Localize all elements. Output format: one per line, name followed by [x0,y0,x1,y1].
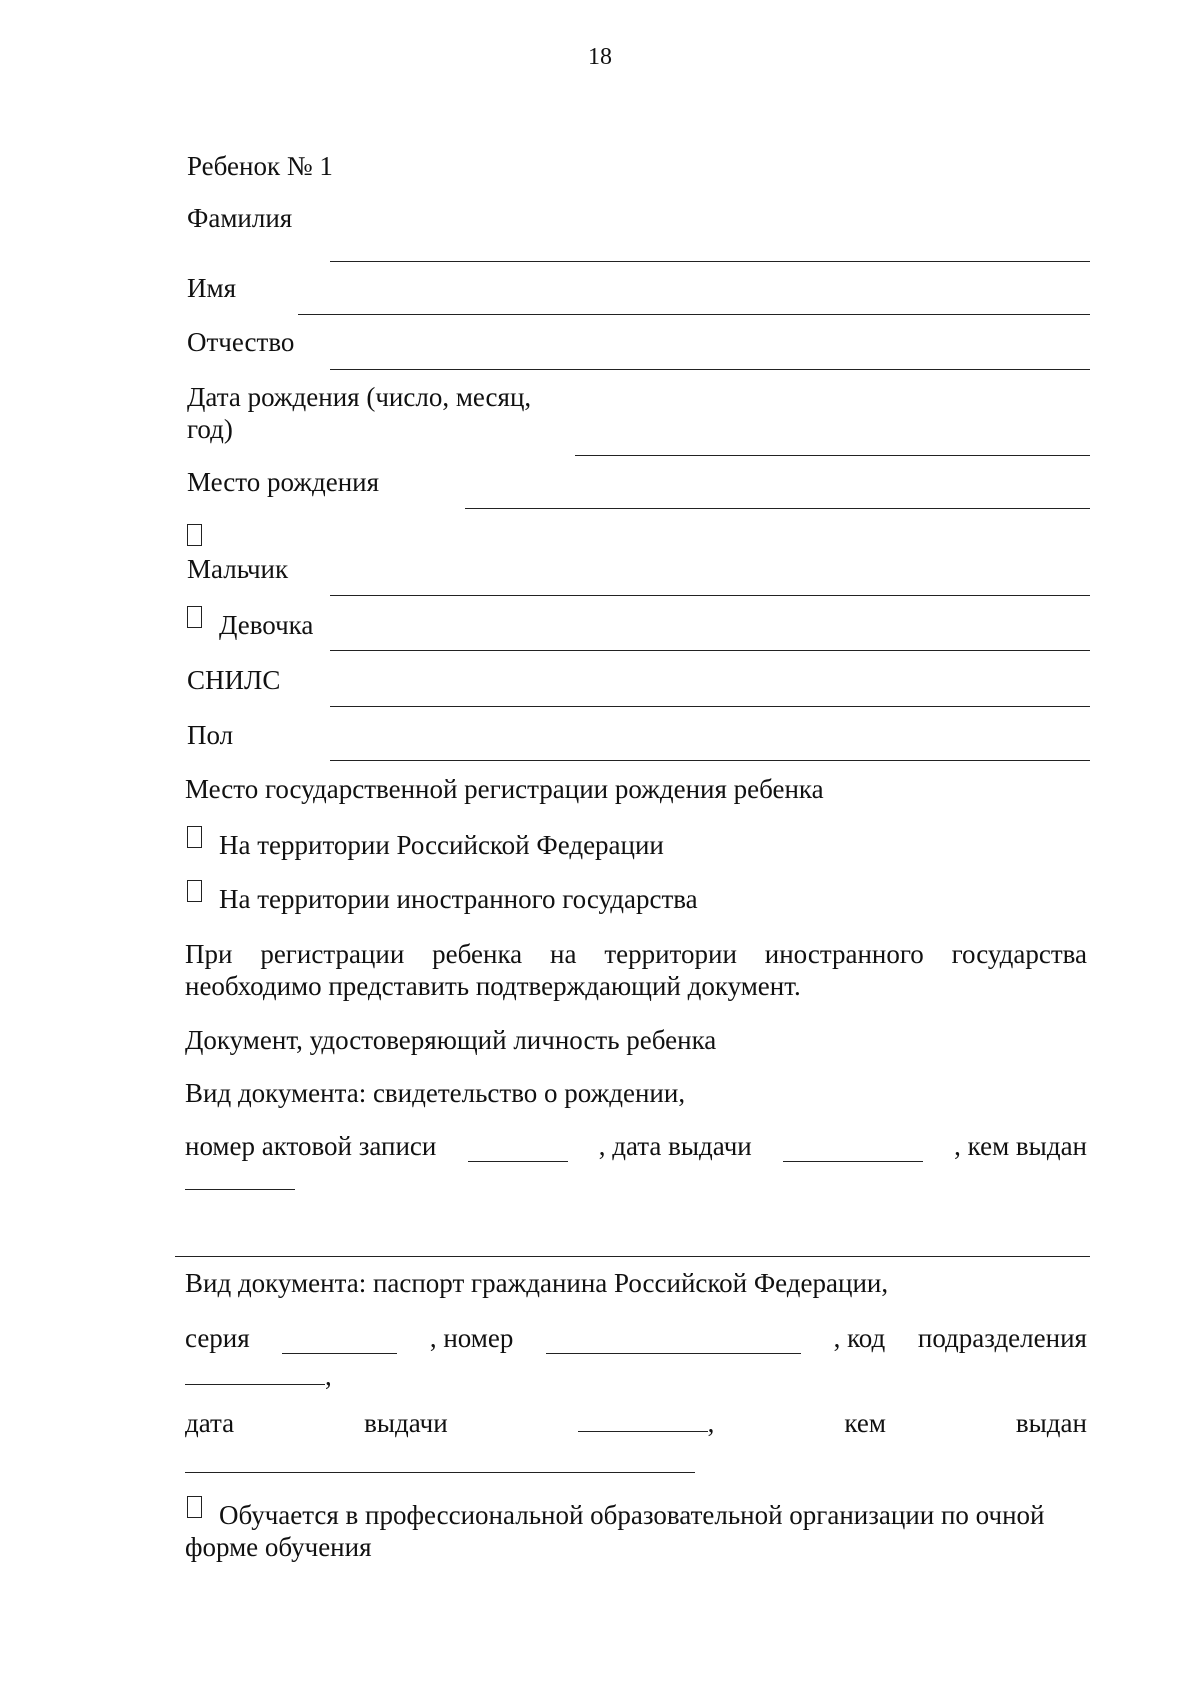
passport-who-word: кем [844,1408,886,1438]
child-title: Ребенок № 1 [187,151,333,181]
passport-type: Вид документа: паспорт гражданина Российской Федерации, [185,1268,889,1298]
registration-foreign-checkbox[interactable] [187,880,202,902]
division-label: подразделения [917,1323,1087,1353]
registration-title: Место государственной регистрации рождения ребенка [185,774,824,804]
registration-rf-checkbox[interactable] [187,826,202,848]
record-number-label: номер актовой записи [185,1131,437,1161]
passport-date-word: дата [185,1408,235,1438]
name-label: Имя [187,273,237,303]
passport-issued-word: выдан [1015,1408,1087,1438]
boy-checkbox[interactable] [187,524,202,546]
issued-by-label: , кем выдан [954,1131,1087,1161]
study-label-line1: Обучается в профессиональной образовательной организации по очной [219,1500,1045,1530]
issued-by-field[interactable] [185,1189,295,1190]
identity-title: Документ, удостоверяющий личность ребенка [185,1025,717,1055]
issued-by-continuation-line[interactable] [175,1256,1090,1257]
name-field[interactable] [298,314,1090,315]
passport-issue-date-field[interactable] [578,1405,708,1432]
snils-label: СНИЛС [187,665,281,695]
passport-row [185,1322,1087,1354]
passport-issue-date-comma: , [707,1408,715,1438]
number-label: , номер [429,1323,514,1353]
snils-field[interactable] [330,706,1090,707]
registration-foreign-label: На территории иностранного государства [219,884,698,914]
birth-place-label: Место рождения [187,467,380,497]
series-label: серия [185,1323,250,1353]
series-field[interactable] [282,1327,397,1354]
boy-line [330,595,1090,596]
passport-issued-by-field[interactable] [185,1472,695,1473]
girl-checkbox[interactable] [187,606,202,628]
division-code-row [185,1358,332,1392]
girl-label: Девочка [219,610,314,640]
birth-certificate-row [185,1130,1087,1162]
birth-date-field[interactable] [575,455,1090,456]
record-number-field[interactable] [468,1135,568,1162]
code-label: , код [833,1323,886,1353]
boy-label: Мальчик [187,554,289,584]
registration-rf-label: На территории Российской Федерации [219,830,664,860]
sex-field[interactable] [330,760,1090,761]
patronymic-label: Отчество [187,327,295,357]
page-number: 18 [588,44,612,70]
birth-date-label-line2: год) [187,414,233,444]
surname-label: Фамилия [187,203,293,233]
patronymic-field[interactable] [330,369,1090,370]
girl-line [330,650,1090,651]
birth-certificate-type: Вид документа: свидетельство о рождении, [185,1078,686,1108]
surname-field[interactable] [330,261,1090,262]
number-field[interactable] [546,1327,801,1354]
study-label-line2: форме обучения [185,1532,372,1562]
division-code-comma: , [325,1361,332,1391]
study-checkbox[interactable] [187,1496,202,1518]
passport-issue-word: выдачи [364,1408,448,1438]
sex-label: Пол [187,720,234,750]
birth-place-field[interactable] [465,508,1090,509]
passport-issue-row [185,1407,1087,1439]
registration-note: При регистрации ребенка на территории иностранного государства необходимо представить подтверждающий документ. [185,939,1087,1001]
birth-date-label-line1: Дата рождения (число, месяц, [187,382,532,412]
issue-date-field[interactable] [783,1135,923,1162]
division-code-field[interactable] [185,1358,325,1385]
issue-date-label: , дата выдачи [598,1131,752,1161]
